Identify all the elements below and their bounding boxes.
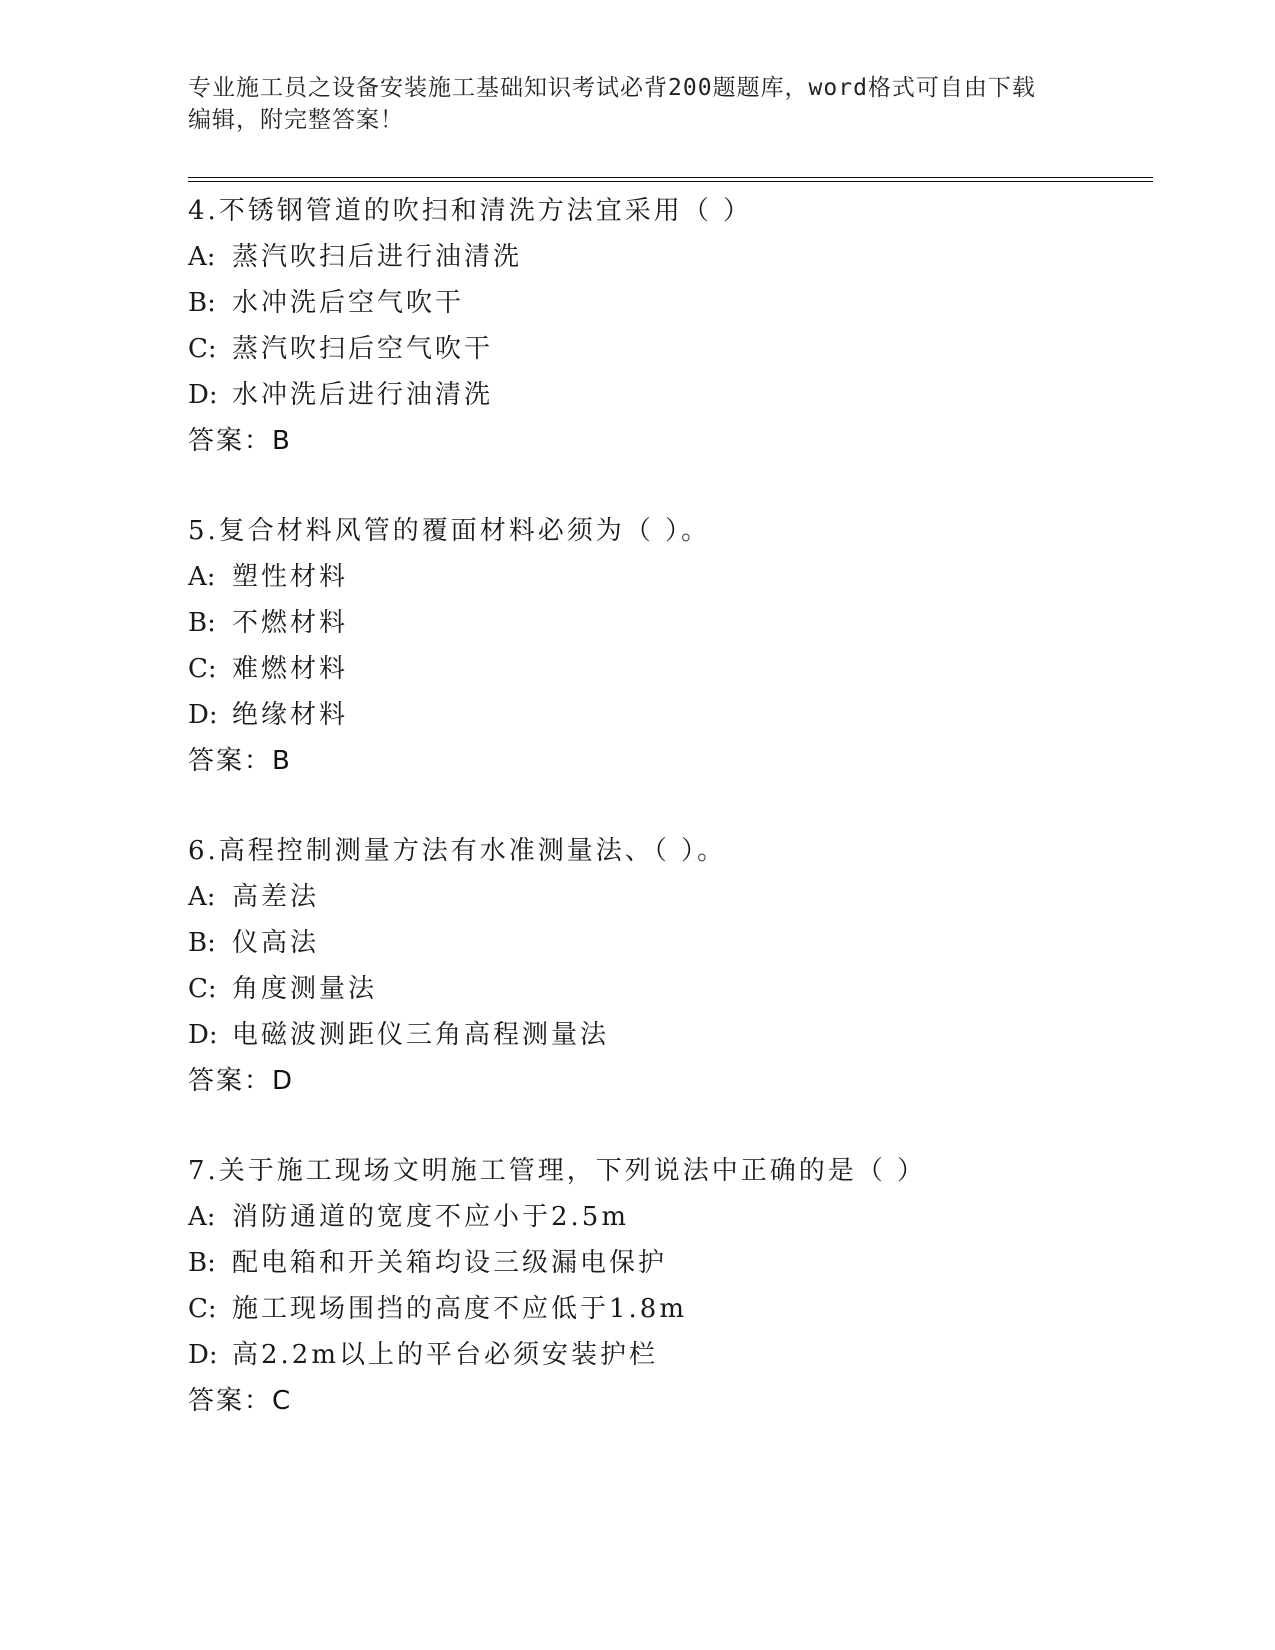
option-letter: A:: [188, 562, 216, 592]
question-stem: 5.复合材料风管的覆面材料必须为（ ）。: [188, 516, 711, 546]
question-list: [188, 188, 1148, 1468]
option-d: [188, 692, 1148, 738]
answer-line: 答案：D: [188, 1066, 295, 1096]
option-text: 施工现场围挡的高度不应低于1.8m: [232, 1294, 688, 1324]
option-letter: D:: [188, 1020, 218, 1050]
option-text: 高差法: [232, 882, 320, 912]
header-line-2: 编辑，附完整答案！: [188, 107, 404, 133]
option-letter: B:: [188, 608, 216, 638]
option-b: [188, 280, 1148, 326]
question-6: [188, 828, 1148, 1104]
option-letter: A:: [188, 882, 216, 912]
option-letter: B:: [188, 288, 216, 318]
option-text: 蒸汽吹扫后进行油清洗: [232, 242, 523, 272]
option-letter: C:: [188, 1294, 217, 1324]
question-5: [188, 508, 1148, 784]
option-text: 消防通道的宽度不应小于2.5m: [232, 1202, 630, 1232]
answer-line: 答案：B: [188, 426, 292, 456]
option-letter: B:: [188, 928, 216, 958]
option-letter: A:: [188, 1202, 216, 1232]
option-c: [188, 326, 1148, 372]
option-letter: D:: [188, 380, 218, 410]
option-c: [188, 966, 1148, 1012]
answer-line: 答案：C: [188, 1386, 293, 1416]
option-text: 电磁波测距仪三角高程测量法: [232, 1020, 610, 1050]
question-stem: 6.高程控制测量方法有水准测量法、（ ）。: [188, 836, 727, 866]
option-letter: C:: [188, 334, 217, 364]
option-letter: D:: [188, 1340, 218, 1370]
option-text: 水冲洗后进行油清洗: [232, 380, 494, 410]
header-divider: [188, 177, 1153, 182]
option-text: 配电箱和开关箱均设三级漏电保护: [232, 1248, 668, 1278]
option-d: [188, 372, 1148, 418]
option-a: [188, 554, 1148, 600]
option-d: [188, 1332, 1148, 1378]
option-a: [188, 874, 1148, 920]
option-text: 塑性材料: [232, 562, 349, 592]
question-7: [188, 1148, 1148, 1424]
answer-line: 答案：B: [188, 746, 292, 776]
option-a: [188, 234, 1148, 280]
option-b: [188, 600, 1148, 646]
option-a: [188, 1194, 1148, 1240]
option-text: 蒸汽吹扫后空气吹干: [232, 334, 494, 364]
option-text: 绝缘材料: [232, 700, 349, 730]
question-4: [188, 188, 1148, 464]
option-letter: B:: [188, 1248, 216, 1278]
option-text: 角度测量法: [232, 974, 378, 1004]
option-letter: D:: [188, 700, 218, 730]
option-text: 高2.2m以上的平台必须安装护栏: [232, 1340, 659, 1370]
option-letter: C:: [188, 974, 217, 1004]
option-b: [188, 1240, 1148, 1286]
option-text: 水冲洗后空气吹干: [232, 288, 465, 318]
option-text: 难燃材料: [232, 654, 349, 684]
document-header: [188, 72, 1068, 136]
option-text: 仪高法: [232, 928, 320, 958]
question-stem: 4.不锈钢管道的吹扫和清洗方法宜采用（ ）: [188, 196, 753, 226]
option-c: [188, 1286, 1148, 1332]
option-letter: A:: [188, 242, 216, 272]
option-text: 不燃材料: [232, 608, 349, 638]
header-line-1: 专业施工员之设备安装施工基础知识考试必背200题题库，word格式可自由下载: [188, 75, 1036, 101]
option-letter: C:: [188, 654, 217, 684]
option-d: [188, 1012, 1148, 1058]
question-stem: 7.关于施工现场文明施工管理，下列说法中正确的是（ ）: [188, 1156, 927, 1186]
option-b: [188, 920, 1148, 966]
option-c: [188, 646, 1148, 692]
